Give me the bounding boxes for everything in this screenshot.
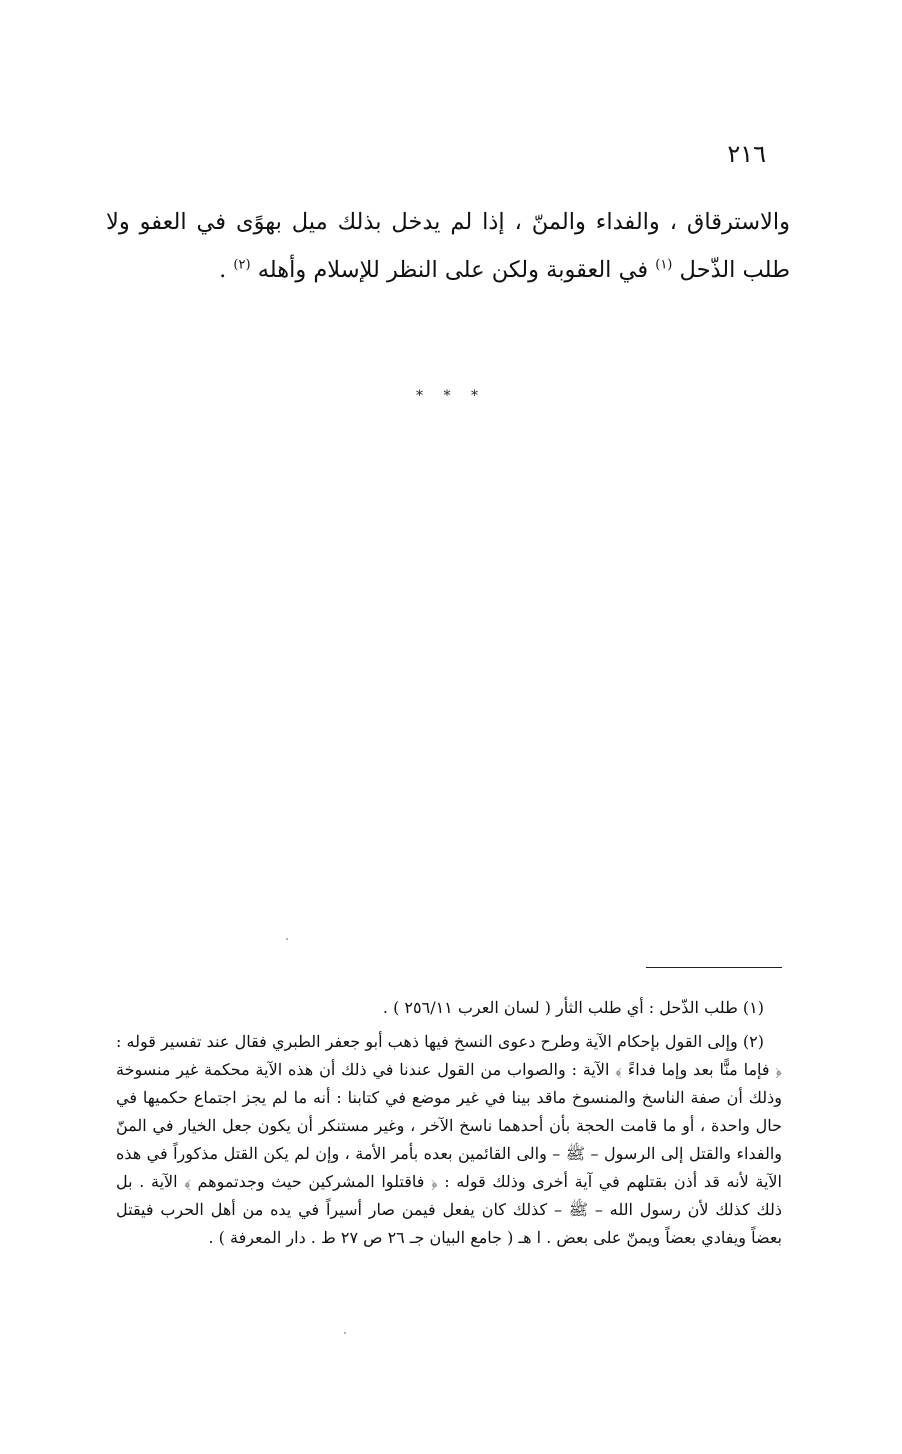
footnote-divider — [646, 967, 782, 968]
section-separator: * * * — [416, 388, 486, 404]
main-paragraph — [106, 198, 790, 294]
footnotes — [116, 994, 782, 1258]
main-text-part-2: في العقوبة ولكن على النظر للإسلام وأهله — [250, 257, 656, 283]
footnote-text: وإلى القول بإحكام الآية وطرح دعوى النسخ فيها ذهب أبو جعفر الطبري فقال عند تفسير قوله : ﴿ فإما منًّا بعد وإما فداءً ﴾ الآية : والصواب من القول عندنا في ذلك أن هذه الآية محكمة غير منسوخة وذلك أن صفة الناسخ والمنسوخ ماقد بينا في غير موضع في كتابنا : أنه ما لم يجز اجتماع حكميها في حال واحدة ، أو ما قامت الحجة بأن أحدهما ناسخ الآخر ، وغير مستنكر أن يكون جعل الخيار في المنّ والفداء والقتل إلى الرسول – ﷺ – والى القائمين بعده بأمر الأمة ، وإن لم يكن القتل مذكوراً في هذه الآية لأنه قد أذن بقتلهم في آية أخرى وذلك قوله : ﴿ فاقتلوا المشركين حيث وجدتموهم ﴾ الآية . بل ذلك كذلك لأن رسول الله – ﷺ – كذلك كان يفعل فيمن صار أسيراً في يده من أهل الحرب فيقتل بعضاً ويفادي بعضاً ويمنّ على بعض . ا هـ ( جامع البيان جـ ٢٦ ص ٢٧ ط . دار المعرفة ) . — [116, 1032, 783, 1247]
footnote-1 — [116, 994, 782, 1022]
main-text-part-1: والاسترقاق ، والفداء والمنّ ، إذا لم يدخل بذلك ميل بهوًى في العفو ولا طلب الذّحل — [106, 209, 790, 283]
page-number: ٢١٦ — [727, 140, 766, 168]
scan-speck — [344, 1332, 346, 1334]
footnote-marker: (١) — [742, 998, 764, 1017]
footnote-marker: (٢) — [742, 1032, 764, 1051]
footnote-2 — [116, 1028, 782, 1252]
scan-speck — [286, 938, 288, 940]
footnote-text: طلب الذّحل : أي طلب الثأر ( لسان العرب ٢٥٦/١١ ) . — [382, 998, 738, 1017]
footnote-ref-1: (١) — [655, 257, 673, 273]
main-text-part-3: . — [219, 257, 234, 283]
footnote-ref-2: (٢) — [233, 257, 251, 273]
main-paragraph-text — [106, 198, 790, 294]
